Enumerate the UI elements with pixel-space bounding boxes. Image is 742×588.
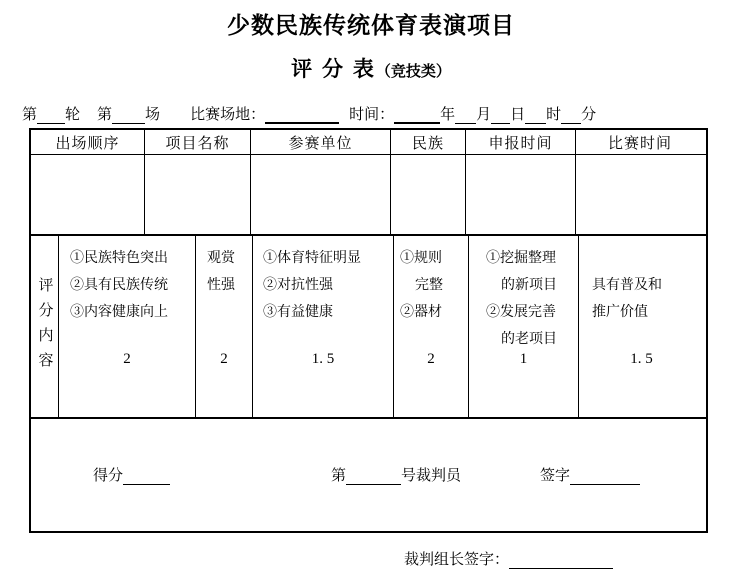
chief-sign-blank [509, 554, 613, 569]
criteria-cell-new-old-project [469, 236, 579, 417]
criteria-score: 1. 5 [630, 351, 653, 367]
criteria-line: 完整 [415, 278, 443, 293]
criteria-cell-promotion-value [579, 236, 704, 417]
criteria-line: ①规则 [400, 251, 442, 266]
header-cell-entry-order: 出场顺序 [31, 130, 145, 154]
hour-blank [561, 109, 581, 124]
doc-title: 少数民族传统体育表演项目 [227, 12, 515, 38]
day-blank [525, 109, 546, 124]
criteria-cell-watchability [196, 236, 253, 417]
criteria-score: 2 [123, 351, 131, 367]
day-label: 日 [510, 107, 526, 123]
criteria-score: 1. 5 [311, 351, 335, 367]
score-blank [123, 470, 170, 485]
doc-subtitle-category: （竞技类） [375, 63, 451, 80]
year-label: 年 [440, 107, 456, 123]
session-prefix-label: 第 [97, 107, 113, 123]
judge-sign-field [540, 464, 640, 485]
criteria-line: 的新项目 [501, 278, 557, 293]
entry-cell-team-unit [251, 155, 391, 234]
criteria-line: ②具有民族传统 [70, 278, 168, 293]
criteria-line: ②发展完善 [486, 305, 556, 320]
judge-suffix-label: 号裁判员 [401, 468, 462, 484]
header-cell-project-name: 项目名称 [145, 130, 251, 154]
score-sheet-page [0, 11, 742, 588]
criteria-line: ③有益健康 [263, 305, 333, 320]
time-blank [394, 109, 440, 124]
month-blank [491, 109, 510, 124]
entry-cell-ethnicity [391, 155, 466, 234]
table-entry-row [31, 155, 706, 236]
hour-label: 时 [546, 107, 562, 123]
entry-cell-project-name [145, 155, 251, 234]
criteria-line: 具有普及和 [592, 278, 662, 293]
judge-number-blank [346, 470, 401, 485]
session-blank [112, 109, 145, 124]
entry-cell-declared-time [466, 155, 576, 234]
entry-cell-match-time [576, 155, 704, 234]
criteria-line: ②器材 [400, 305, 442, 320]
sign-label: 签字 [540, 468, 571, 484]
criteria-line: 性强 [207, 278, 235, 293]
scoring-section-label: 评分内容 [36, 276, 53, 377]
header-cell-ethnicity: 民族 [391, 130, 466, 154]
criteria-line: 的老项目 [501, 332, 557, 347]
entry-cell-entry-order [31, 155, 145, 234]
month-label: 月 [476, 107, 492, 123]
match-info-line [22, 103, 722, 123]
criteria-line: ①挖掘整理 [486, 251, 556, 266]
table-header-row [31, 130, 706, 155]
header-cell-declared-time: 申报时间 [466, 130, 576, 154]
criteria-cell-ethnic-character [59, 236, 196, 417]
score-table [29, 128, 708, 533]
criteria-line: ①体育特征明显 [263, 251, 361, 266]
criteria-score: 2 [427, 351, 435, 367]
round-blank [37, 109, 65, 124]
judge-number-field [331, 464, 461, 485]
header-cell-match-time: 比赛时间 [607, 135, 672, 152]
score-field [93, 464, 170, 485]
criteria-cell-rules-equipment [394, 236, 469, 417]
criteria-score: 1 [519, 351, 528, 367]
doc-subtitle-main: 评 分 表 [291, 58, 376, 81]
scoring-section [31, 236, 706, 419]
score-label: 得分 [93, 468, 124, 484]
criteria-score: 2 [220, 351, 228, 367]
judge-signature-row [31, 419, 706, 531]
criteria-line: ②对抗性强 [263, 278, 333, 293]
criteria-cell-sport-character [253, 236, 394, 417]
round-prefix-label: 第 [22, 107, 38, 123]
venue-label: 比赛场地： [190, 107, 266, 123]
criteria-line: ①民族特色突出 [70, 251, 168, 266]
scoring-section-label-cell [31, 236, 59, 417]
chief-sign-label: 裁判组长签字： [404, 552, 510, 568]
criteria-line: 推广价值 [592, 305, 648, 320]
time-label: 时间： [349, 107, 395, 123]
round-suffix-label: 轮 [65, 107, 81, 123]
criteria-line: ③内容健康向上 [70, 305, 168, 320]
criteria-line: 观赏 [207, 251, 235, 266]
judge-prefix-label: 第 [331, 468, 347, 484]
year-blank [455, 109, 476, 124]
venue-blank [265, 109, 339, 124]
header-cell-team-unit: 参赛单位 [251, 130, 391, 154]
sign-blank [570, 470, 640, 485]
session-suffix-label: 场 [145, 107, 161, 123]
doc-subtitle [0, 56, 742, 86]
minute-label: 分 [581, 107, 597, 123]
